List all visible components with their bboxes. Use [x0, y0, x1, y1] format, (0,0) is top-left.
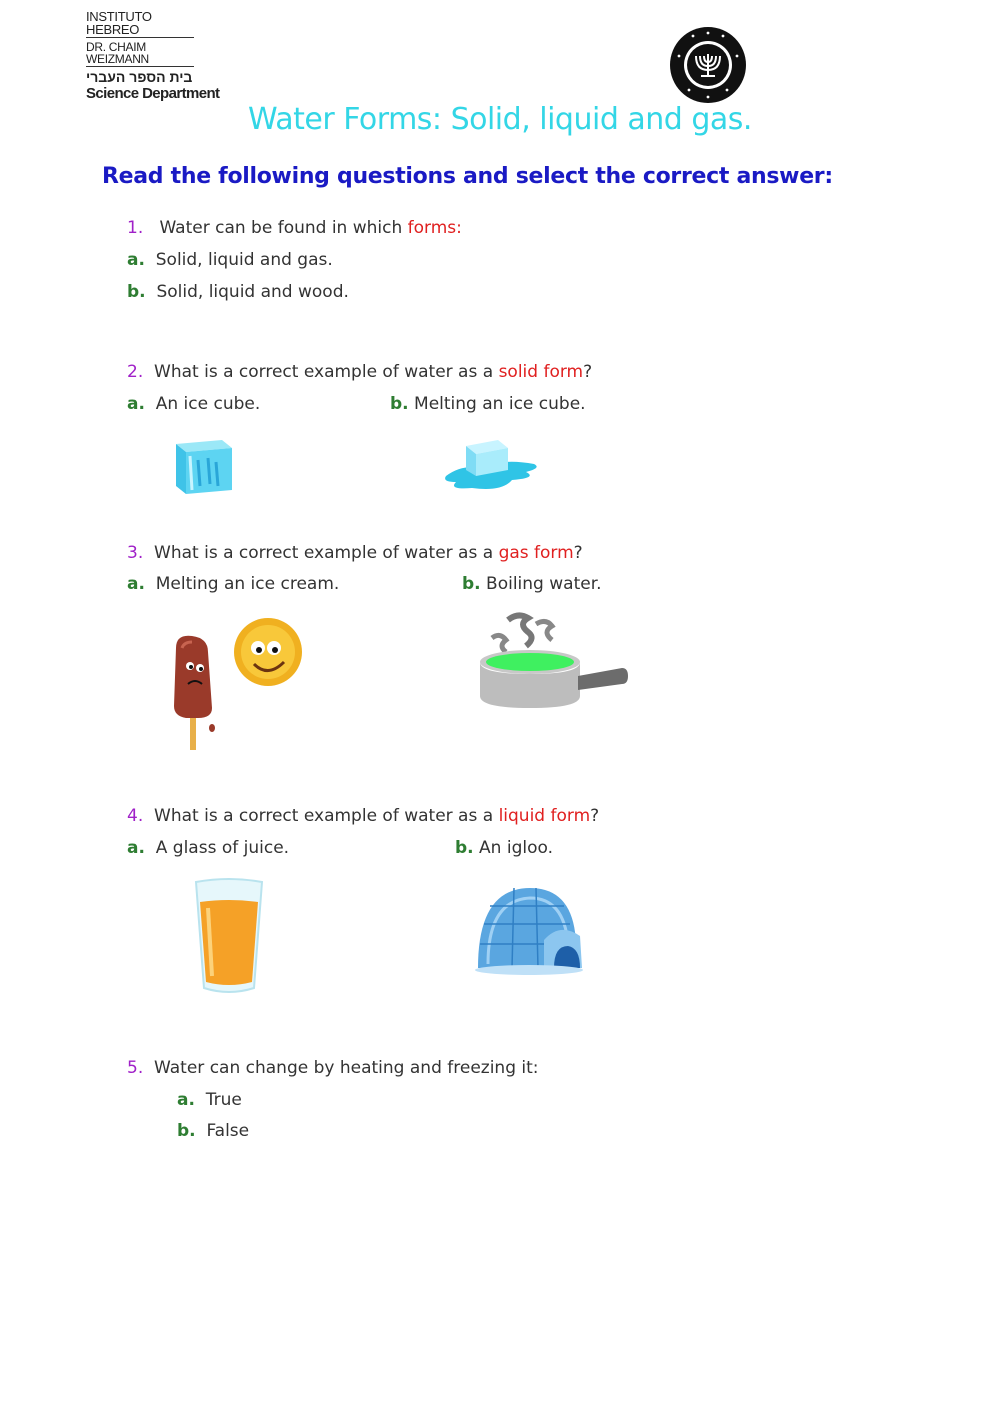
- instructions: Read the following questions and select the correct answer:: [102, 164, 833, 189]
- option-letter: a.: [127, 838, 145, 858]
- question-text: What is a correct example of water as a: [154, 543, 499, 563]
- question-number: 1.: [127, 218, 144, 238]
- question-5: [127, 1058, 539, 1078]
- q1-option-b[interactable]: [127, 282, 349, 302]
- question-number: 4.: [127, 806, 144, 826]
- option-letter: b.: [127, 282, 146, 302]
- option-text: Solid, liquid and wood.: [156, 282, 349, 302]
- question-3: [127, 543, 583, 563]
- option-text: An ice cube.: [155, 394, 261, 414]
- option-text: Boiling water.: [486, 574, 602, 594]
- q3-option-a[interactable]: [127, 574, 339, 594]
- question-1: [127, 218, 462, 238]
- option-text: A glass of juice.: [155, 838, 290, 858]
- department-name: Science Department: [86, 85, 220, 102]
- question-text: Water can change by heating and freezing it:: [154, 1058, 539, 1078]
- question-text-end: ?: [590, 806, 600, 826]
- question-highlight: liquid form: [498, 806, 591, 826]
- question-text-end: :: [456, 218, 462, 238]
- question-text: What is a correct example of water as a: [154, 806, 499, 826]
- ice-cube-icon[interactable]: [172, 436, 236, 496]
- melting-ice-cream-sun-icon[interactable]: [168, 608, 313, 754]
- question-4: [127, 806, 599, 826]
- option-text: Solid, liquid and gas.: [155, 250, 333, 270]
- question-text-end: ?: [583, 362, 593, 382]
- question-number: 2.: [127, 362, 144, 382]
- question-text: What is a correct example of water as a: [154, 362, 499, 382]
- option-text: Melting an ice cream.: [155, 574, 340, 594]
- option-text: An igloo.: [479, 838, 553, 858]
- school-name-line1: INSTITUTO HEBREO: [86, 10, 194, 38]
- question-highlight: forms: [407, 218, 457, 238]
- option-letter: b.: [390, 394, 409, 414]
- question-number: 5.: [127, 1058, 144, 1078]
- option-letter: a.: [127, 250, 145, 270]
- option-letter: b.: [462, 574, 481, 594]
- option-text: True: [205, 1090, 242, 1110]
- glass-of-juice-icon[interactable]: [194, 878, 264, 996]
- option-text: False: [206, 1121, 250, 1141]
- option-letter: a.: [127, 394, 145, 414]
- q3-option-b[interactable]: [462, 574, 602, 594]
- q1-option-a[interactable]: [127, 250, 333, 270]
- question-highlight: solid form: [498, 362, 584, 382]
- q4-option-b[interactable]: [455, 838, 553, 858]
- q4-option-a[interactable]: [127, 838, 289, 858]
- school-name-line2: DR. CHAIM WEIZMANN: [86, 41, 194, 67]
- question-text: Water can be found in which: [159, 218, 408, 238]
- q2-option-b[interactable]: [390, 394, 586, 414]
- q2-option-a[interactable]: [127, 394, 260, 414]
- question-highlight: gas form: [498, 543, 574, 563]
- option-text: Melting an ice cube.: [414, 394, 586, 414]
- school-header: [86, 10, 219, 101]
- question-number: 3.: [127, 543, 144, 563]
- melting-ice-cube-icon[interactable]: [442, 434, 542, 496]
- question-text-end: ?: [573, 543, 583, 563]
- option-letter: a.: [177, 1090, 195, 1110]
- boiling-pot-icon[interactable]: [478, 610, 630, 712]
- page-title: Water Forms: Solid, liquid and gas.: [248, 102, 752, 137]
- school-seal-menorah-icon: [669, 26, 747, 104]
- option-letter: b.: [455, 838, 474, 858]
- school-name-hebrew: בית הספר העברי: [86, 69, 193, 85]
- option-letter: a.: [127, 574, 145, 594]
- q5-option-a[interactable]: [177, 1090, 242, 1110]
- option-letter: b.: [177, 1121, 196, 1141]
- q5-option-b[interactable]: [177, 1121, 249, 1141]
- question-2: [127, 362, 592, 382]
- igloo-icon[interactable]: [474, 884, 584, 976]
